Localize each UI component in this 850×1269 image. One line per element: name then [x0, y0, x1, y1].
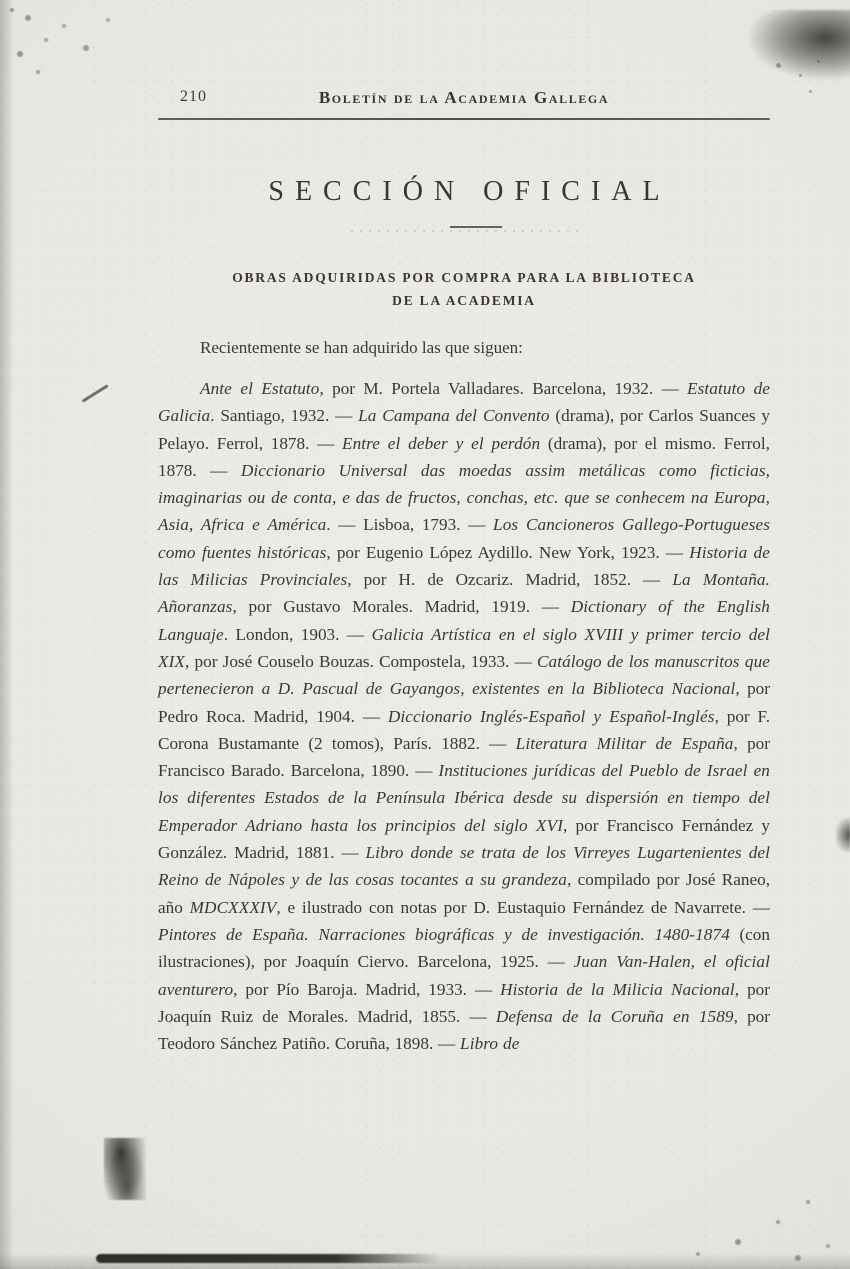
title-divider-dash — [450, 226, 502, 228]
scan-artifact-bar-bottom-edge — [96, 1254, 441, 1263]
scan-edge-shadow-left — [0, 0, 14, 1269]
scan-artifact-speckles-bottom-right — [806, 1200, 810, 1204]
section-title: SECCIÓN OFICIAL — [268, 176, 671, 207]
scan-edge-shadow-bottom — [0, 1253, 850, 1269]
scan-artifact-speckles-top-left — [10, 8, 14, 12]
page-number: 210 — [180, 88, 207, 105]
subtitle-line-1: OBRAS ADQUIRIDAS POR COMPRA PARA LA BIBLIOTECA — [232, 270, 696, 285]
acquisitions-list-paragraph: Ante el Estatuto, por M. Portela Valladares. Barcelona, 1932. — Estatuto de Galicia. Santiago, 1932. — La Campana del Convento (drama), por Carlos Suances y Pelayo. Ferrol, 1878. — Entre el deber y el perdón (drama), por el mismo. Ferrol, 1878. — Diccionario Universal das moedas assim metálicas como ficticias, imaginarias ou de conta, e das de fructos, conchas, etc. que se conhecem na Europa, Asia, Africa e América. — Lisboa, 1793. — Los Cancioneros Gallego-Portugueses como fuentes históricas, por Eugenio López Aydillo. New York, 1923. — Historia de las Milicias Provinciales, por H. de Ozcariz. Madrid, 1852. — La Montaña. Añoranzas, por Gustavo Morales. Madrid, 1919. — Dictionary of the English Languaje. London, 1903. — Galicia Artística en el siglo XVIII y primer tercio del XIX, por José Couselo Bouzas. Compostela, 1933. — Catálogo de los manuscritos que pertenecieron a D. Pascual de Gayangos, existentes en la Biblioteca Nacional, por Pedro Roca. Madrid, 1904. — Diccionario Inglés-Español y Español-Inglés, por F. Corona Bustamante (2 tomos), París. 1882. — Literatura Militar de España, por Francisco Barado. Barcelona, 1890. — Instituciones jurídicas del Pueblo de Israel en los diferentes Estados de la Península Ibérica desde su dispersión en tiempo del Emperador Adriano hasta los principios del siglo XVI, por Francisco Fernández y González. Madrid, 1881. — Libro donde se trata de los Virreyes Lugartenientes del Reino de Nápoles y de las cosas tocantes a su grandeza, compilado por José Raneo, año MDCXXXIV, e ilustrado con notas por D. Eustaquio Fernández de Navarrete. — Pintores de España. Narraciones biográficas y de investigación. 1480-1874 (con ilustraciones), por Joaquín Ciervo. Barcelona, 1925. — Juan Van-Halen, el oficial aventurero, por Pío Baroja. Madrid, 1933. — Historia de la Milicia Nacional, por Joaquín Ruiz de Morales. Madrid, 1855. — Defensa de la Coruña en 1589, por Teodoro Sánchez Patiño. Coruña, 1898. — Libro de — [158, 379, 771, 1054]
page-content — [158, 88, 770, 1075]
scan-artifact-streak-right-edge — [836, 818, 850, 852]
scan-artifact-blob-top-right — [748, 10, 850, 80]
intro-paragraph: Recientemente se han adquirido las que siguen: — [200, 338, 523, 357]
subtitle-line-2: DE LA ACADEMIA — [392, 293, 536, 308]
scan-artifact-speckles-top-right — [817, 60, 820, 63]
article-subtitle — [158, 266, 770, 312]
scan-artifact-pen-stroke-left — [82, 384, 109, 402]
header-rule — [158, 118, 770, 120]
page-header — [158, 88, 770, 112]
scan-artifact-blob-bottom-left — [104, 1138, 146, 1200]
running-head: Boletín de la Academia Gallega — [318, 88, 610, 107]
